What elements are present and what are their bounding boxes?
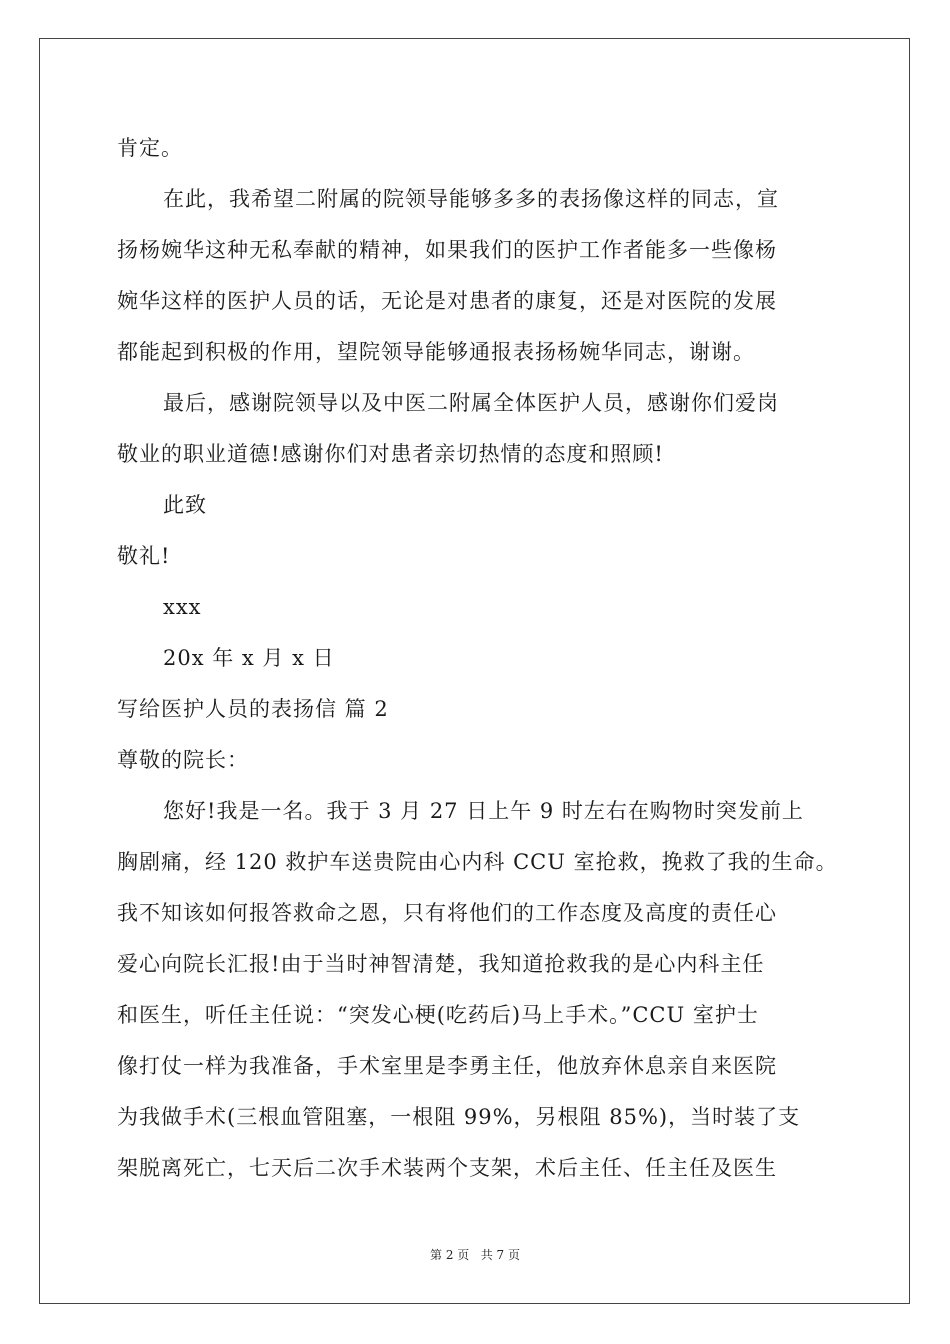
text-line: 胸剧痛，经 120 救护车送贵院由心内科 CCU 室抢救，挽救了我的生命。 xyxy=(117,850,838,874)
closing-regards: 敬礼! xyxy=(117,544,171,568)
text-line: 爱心向院长汇报!由于当时神智清楚，我知道抢救我的是心内科主任 xyxy=(117,952,765,976)
text-line: 肯定。 xyxy=(117,136,183,160)
section-heading: 写给医护人员的表扬信 篇 2 xyxy=(117,697,389,721)
text-line: 我不知该如何报答救命之恩，只有将他们的工作态度及高度的责任心 xyxy=(117,901,777,925)
text-line: 扬杨婉华这种无私奉献的精神，如果我们的医护工作者能多一些像杨 xyxy=(117,238,777,262)
paragraph-start-line: 您好!我是一名。我于 3 月 27 日上午 9 时左右在购物时突发前上 xyxy=(163,799,804,823)
signature-date: 20x 年 x 月 x 日 xyxy=(163,646,335,670)
page-footer xyxy=(0,1246,950,1263)
text-line: 架脱离死亡，七天后二次手术装两个支架，术后主任、任主任及医生 xyxy=(117,1156,777,1180)
paragraph-start-line: 在此，我希望二附属的院领导能够多多的表扬像这样的同志，宣 xyxy=(163,187,779,211)
paragraph-start-line: 最后，感谢院领导以及中医二附属全体医护人员，感谢你们爱岗 xyxy=(163,391,779,415)
page-total: 共 7 页 xyxy=(480,1248,520,1262)
page-number: 第 2 页 xyxy=(430,1248,470,1262)
closing-salutation: 此致 xyxy=(163,493,207,517)
text-line: 像打仗一样为我准备，手术室里是李勇主任，他放弃休息亲自来医院 xyxy=(117,1054,777,1078)
text-line: 为我做手术(三根血管阻塞，一根阻 99%，另根阻 85%)，当时装了支 xyxy=(117,1105,801,1129)
text-line: 和医生，听任主任说：“突发心梗(吃药后)马上手术。”CCU 室护士 xyxy=(117,1003,759,1027)
text-line: 婉华这样的医护人员的话，无论是对患者的康复，还是对医院的发展 xyxy=(117,289,777,313)
signature-name: xxx xyxy=(163,595,202,619)
text-line: 都能起到积极的作用，望院领导能够通报表扬杨婉华同志，谢谢。 xyxy=(117,340,755,364)
text-line: 敬业的职业道德!感谢你们对患者亲切热情的态度和照顾! xyxy=(117,442,664,466)
letter-greeting: 尊敬的院长： xyxy=(117,748,249,772)
